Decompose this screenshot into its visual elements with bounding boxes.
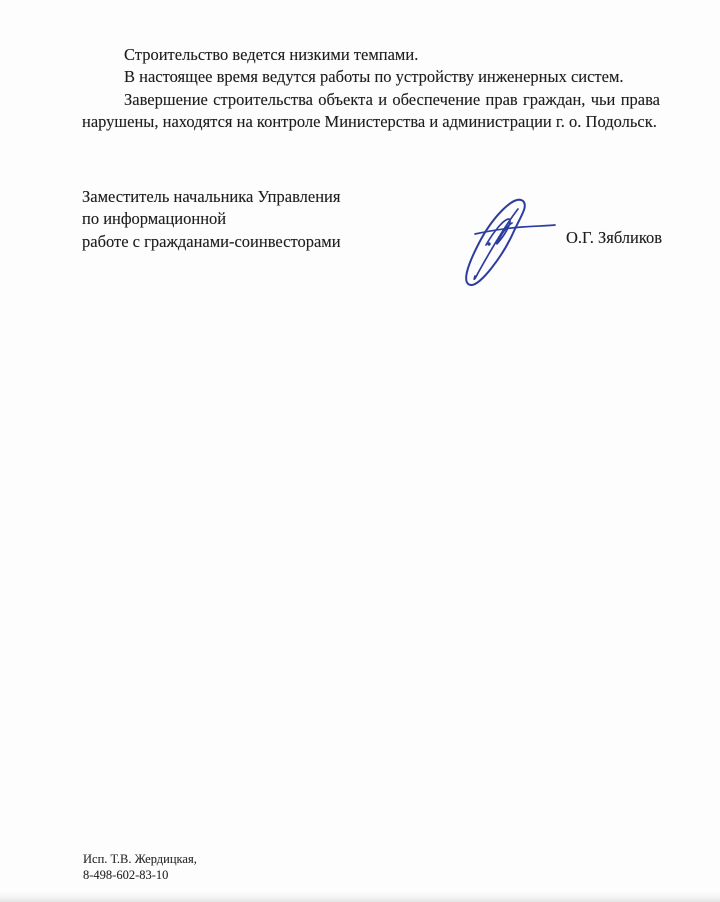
executor-name-line: Исп. Т.В. Жердицкая, (83, 852, 197, 866)
executor-phone-line: 8-498-602-83-10 (83, 867, 169, 882)
signatory-title-line-3: работе с гражданами-соинвесторами (82, 231, 341, 251)
signatory-title (82, 186, 402, 253)
signature-block (0, 0, 720, 300)
signatory-title-line-1: Заместитель начальника Управления (82, 187, 341, 206)
signature-ink-dot (487, 242, 490, 245)
signature-strokes (466, 200, 555, 285)
signatory-name: О.Г. Зябликов (566, 228, 663, 247)
executor-note (83, 852, 197, 883)
scan-bottom-edge-shadow (0, 892, 720, 902)
paragraph-completion-control: Завершение строительства объекта и обеспечение прав граждан, чьи права нарушены, находятся на контроле Министерства и администрации г. о. Подольск. (82, 89, 660, 131)
paragraph-construction-pace: Строительство ведется низкими темпами. (124, 45, 419, 64)
paragraph-current-works: В настоящее время ведутся работы по устройству инженерных систем. (124, 67, 624, 87)
signatory-title-line-2: по информационной (82, 209, 227, 229)
handwritten-signature-ink (448, 193, 558, 288)
